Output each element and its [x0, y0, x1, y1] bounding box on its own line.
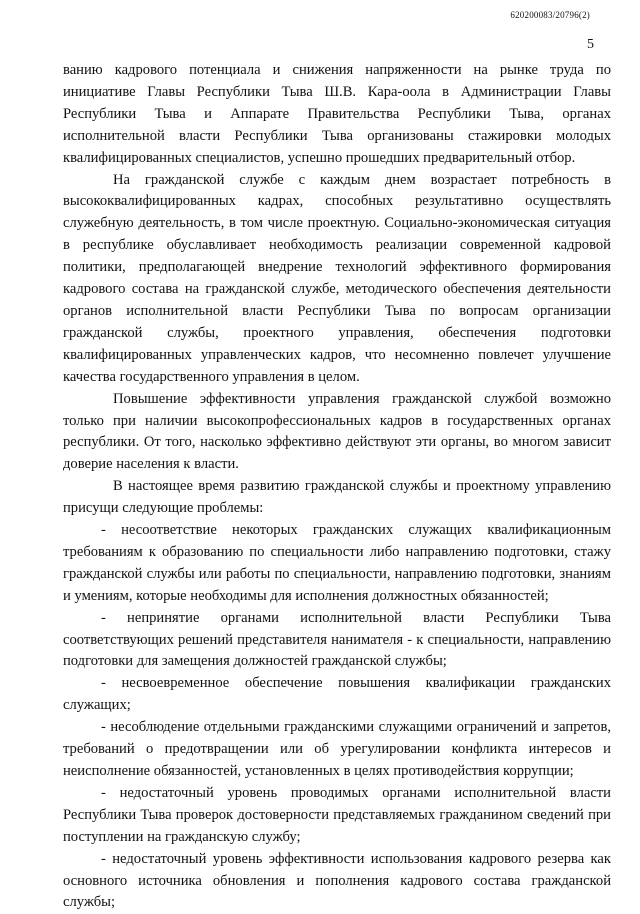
problem-item: - несоблюдение отдельными гражданскими служащими ограничений и запретов, требований о предотвращении или об урегулировании конфликта интересов и неисполнение обязанностей, установленных в целях противодействия коррупции; — [63, 719, 611, 779]
page-number: 5 — [587, 37, 594, 52]
document-body — [63, 60, 611, 914]
paragraph-continuation: ванию кадрового потенциала и снижения напряженности на рынке труда по инициативе Главы Республики Тыва Ш.В. Кара-оола в Администрации Главы Республики Тыва и Аппарате Правительства Республики Тыва, органах исполнительной власти Республики Тыва организованы стажировки молодых квалифицированных специалистов, успешно прошедших предварительный отбор. — [63, 62, 611, 166]
paragraph-problems-intro: В настоящее время развитию гражданской службы и проектному управлению присущи следующие проблемы: — [63, 478, 611, 517]
problem-item: - непринятие органами исполнительной власти Республики Тыва соответствующих решений представителя нанимателя - к специальности, направлению подготовки для замещения должностей гражданской службы; — [63, 609, 611, 670]
problem-item: - недостаточный уровень проводимых органами исполнительной власти Республики Тыва проверок достоверности представляемых гражданином сведений при поступлении на гражданскую службу; — [63, 784, 611, 845]
problem-item: - несоответствие некоторых гражданских служащих квалификационным требованиям к образованию по специальности либо направлению подготовки, стажу гражданской службы или работы по специальности, направлению подготовки, знаниям и умениям, которые необходимы для исполнения должностных обязанностей; — [63, 522, 611, 604]
problem-item: - недостаточный уровень эффективности использования кадрового резерва как основного источника обновления и пополнения кадрового состава гражданской службы; — [63, 850, 611, 911]
problem-item: - несвоевременное обеспечение повышения квалификации гражданских служащих; — [63, 675, 611, 714]
document-id: 620200083/20796(2) — [510, 10, 590, 20]
paragraph: Повышение эффективности управления гражданской службой возможно только при наличии высокопрофессиональных кадров в государственных органах республики. От того, насколько эффективно действуют эти органы, во многом зависит доверие населения к власти. — [63, 390, 611, 473]
paragraph: На гражданской службе с каждым днем возрастает потребность в высококвалифицированных кадрах, способных результативно осуществлять служебную деятельность, в том числе проектную. Социально-экономическая ситуация в республике обуславливает необходимость реализации современной кадровой политики, предполагающей внедрение технологий эффективного формирования кадрового состава на гражданской службе, методического обеспечения деятельности органов исполнительной власти Республики Тыва по вопросам организации гражданской службы, проектного управления, обеспечения подготовки квалифицированных управленческих кадров, что несомненно повлечет улучшение качества государственного управления в целом. — [63, 171, 611, 385]
